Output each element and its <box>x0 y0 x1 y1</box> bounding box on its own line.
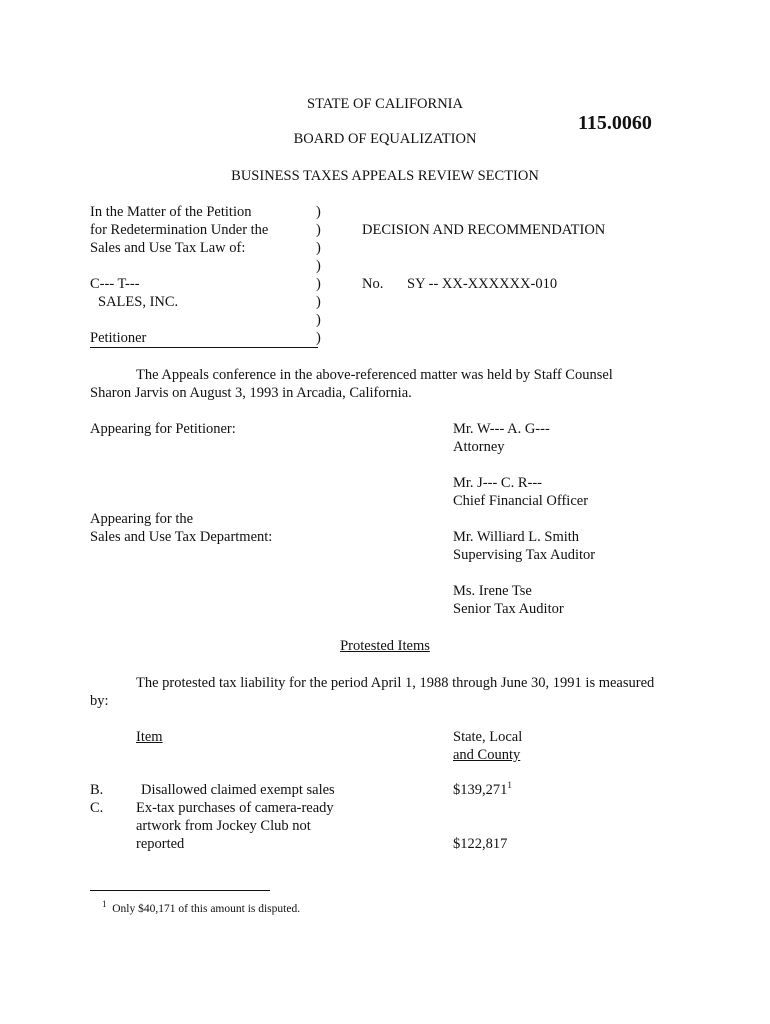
intro-line-1: The Appeals conference in the above-referenced matter was held by Staff Counsel <box>136 367 613 383</box>
protested-items-heading: Protested Items <box>340 638 430 654</box>
caption-line: In the Matter of the Petition <box>90 204 252 220</box>
rep-name: Mr. J--- C. R--- <box>453 475 543 491</box>
rep-name: Mr. Williard L. Smith <box>453 529 580 545</box>
item-b-amount <box>453 781 512 799</box>
item-c-letter: C. <box>90 800 104 816</box>
description-line: reported <box>136 836 185 852</box>
department-rep-2 <box>453 582 564 618</box>
paren: ) <box>316 294 321 310</box>
footnote <box>102 899 301 916</box>
party-line: SALES, INC. <box>98 294 179 310</box>
column-header-line: State, Local <box>453 729 523 745</box>
party-line: C--- T--- <box>90 276 140 292</box>
department-label-line: Sales and Use Tax Department: <box>90 529 273 545</box>
paren: ) <box>316 258 321 274</box>
petitioner-rep-2 <box>453 474 588 510</box>
department-label-line: Appearing for the <box>90 511 194 527</box>
paren: ) <box>316 240 321 256</box>
caption-matter <box>90 203 268 257</box>
department-rep-1 <box>453 528 595 564</box>
decision-title: DECISION AND RECOMMENDATION <box>362 222 606 238</box>
protested-line-1: The protested tax liability for the period April 1, 1988 through June 30, 1991 is measured <box>136 675 655 691</box>
petitioner-rep-1 <box>453 420 550 456</box>
footnote-marker: 1 <box>102 899 107 910</box>
item-c-amount: $122,817 <box>453 836 508 852</box>
paren: ) <box>316 204 321 220</box>
protested-line-2: by: <box>90 693 109 709</box>
intro-line-2: Sharon Jarvis on August 3, 1993 in Arcadia, California. <box>90 385 412 401</box>
item-b-description: Disallowed claimed exempt sales <box>141 782 335 798</box>
rep-title: Senior Tax Auditor <box>453 601 564 617</box>
item-c-description <box>136 799 334 853</box>
appearing-department-label <box>90 510 272 546</box>
footnote-text: Only $40,171 of this amount is disputed. <box>112 903 301 915</box>
rep-title: Attorney <box>453 439 505 455</box>
caption-parentheses <box>316 203 321 347</box>
column-header-amount <box>453 728 522 764</box>
header-board: BOARD OF EQUALIZATION <box>293 131 477 147</box>
item-b-letter: B. <box>90 782 104 798</box>
column-header-item: Item <box>136 729 163 745</box>
caption-line: for Redetermination Under the <box>90 222 269 238</box>
paren: ) <box>316 330 321 346</box>
caption-line: Sales and Use Tax Law of: <box>90 240 246 256</box>
rep-name: Mr. W--- A. G--- <box>453 421 550 437</box>
caption-party <box>90 275 178 311</box>
petitioner-line <box>90 329 318 348</box>
footnote-ref: 1 <box>507 780 512 791</box>
rep-name: Ms. Irene Tse <box>453 583 532 599</box>
amount-value: $139,271 <box>453 782 508 798</box>
case-no-value: SY -- XX-XXXXXX-010 <box>407 276 558 292</box>
column-header-line: and County <box>453 747 521 763</box>
header-section: BUSINESS TAXES APPEALS REVIEW SECTION <box>231 168 539 184</box>
paren: ) <box>316 276 321 292</box>
document-number: 115.0060 <box>578 112 652 134</box>
rep-title: Chief Financial Officer <box>453 493 589 509</box>
appearing-petitioner-label: Appearing for Petitioner: <box>90 421 236 437</box>
description-line: Ex-tax purchases of camera-ready <box>136 800 334 816</box>
paren: ) <box>316 222 321 238</box>
footnote-rule <box>90 890 270 891</box>
case-no-label: No. <box>362 276 384 292</box>
paren: ) <box>316 312 321 328</box>
header-state: STATE OF CALIFORNIA <box>307 96 463 112</box>
description-line: artwork from Jockey Club not <box>136 818 311 834</box>
petitioner-label: Petitioner <box>90 329 318 348</box>
rep-title: Supervising Tax Auditor <box>453 547 596 563</box>
